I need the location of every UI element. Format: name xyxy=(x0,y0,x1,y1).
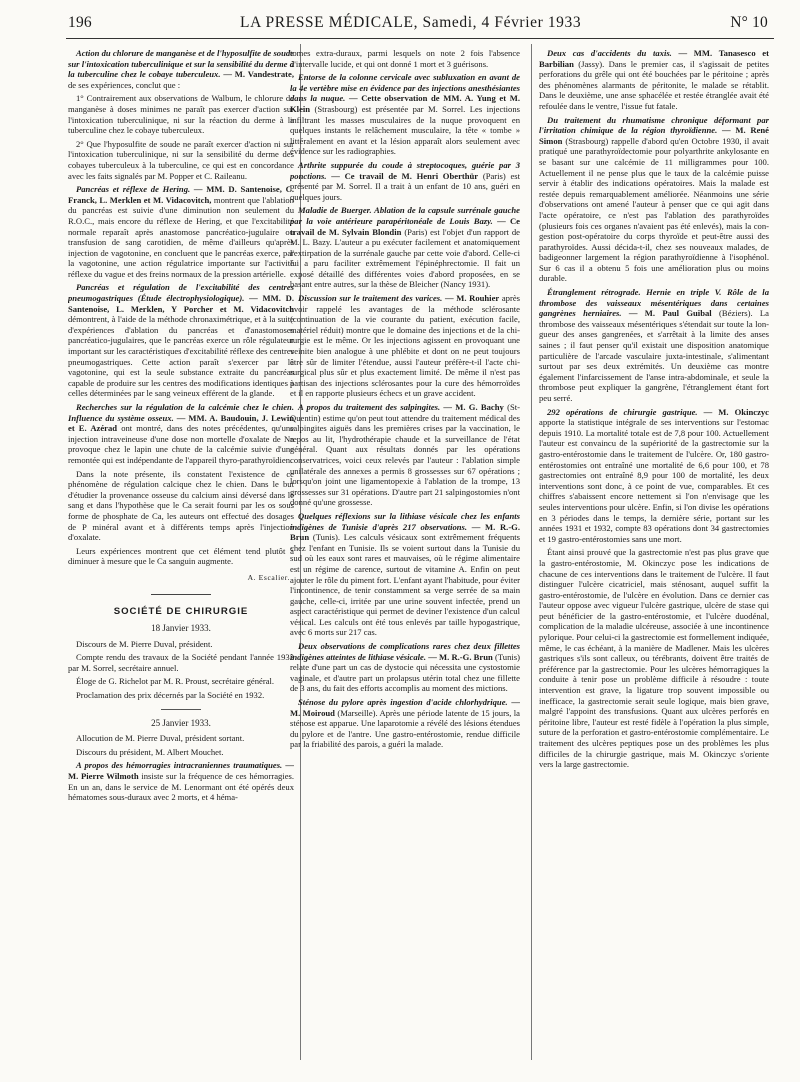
article xyxy=(68,48,294,90)
article xyxy=(290,697,520,750)
article-title: A propos des hémorragies intracraniennes traumatiques. xyxy=(76,760,283,771)
article-title: Maladie de Buerger. Ablation de la capsule surrénale gauche par la voie antérieure parapéritonéale de Louis Bazy. xyxy=(290,205,520,226)
paragraph: Dans la note présente, ils constatent l'existence de ce phénomène de régulation calcique chez le chien. Dans le but d'étudier la provenance osseuse du calcium ainsi déversé dans le sang et dans l'hypothèse que le Ca serait fourni par les os sous forme de phosphate de Ca, les auteurs ont effectué des dosages de P minéral avant et à différents temps après l'injection d'oxalate. xyxy=(68,468,294,543)
article xyxy=(290,511,520,638)
article-author: — Ce travail de M. Sylvain Blondin xyxy=(290,215,520,237)
article-author: — Ce travail de M. Henri Oberthür xyxy=(331,170,479,181)
article-author: — MM. A. Baudouin, J. Lewin et E. Azérad xyxy=(68,412,294,434)
article-body: (Strasbourg) est présentée par M. Sorrel. Les injections infiltrant les masses musculaires de la nuque provoquent en quelques instants le relâchement musculaire, la tête « tombe » littéralement en avant et la lésion apparaît alors seulement avec évidence sur les radiographies. xyxy=(290,103,520,157)
session-item: Discours de M. Pierre Duval, président. xyxy=(76,638,213,649)
journal-title xyxy=(240,14,581,32)
article-body: après avoir rappelé les avantages de la méthode sclérosante (continuation de la vie courante du patient, exécution facile, matériel réduit) montre que le domaine des injections et de la chirurgie est le même. Or les injections agissent en provoquant une veinite bien analogue à une phlébite et dont on ne peut toujours être sûr de limiter l'étendue, aussi l'auteur préfère-t-il l'acte chirurgical plus sûr et plus exactement limité. De même il n'est pas partisan des injections sclérosantes pour la cure des hémorroïdes et il en rapporte plusieurs échecs et un grave accident. xyxy=(290,293,520,399)
article-author: — M. Okinczyc xyxy=(703,406,769,417)
article-body: (Strasbourg) rappelle d'abord qu'en Octobre 1930, il avait pratiqué une parathyroïdectomie pour polyarthrite ankylosante en se basant sur une calcémie de 11 milligrammes pour 100. Actuellement il ne pense plus que le taux de la calcémie puisse servir à établir des indications opératoires. Mais la malade est restée depuis remarquablement améliorée. Néanmoins une série d'observations ont amené l'auteur à penser que ce qui agit dans l'acte opératoire, ce n'est pas l'ablation des parathyroïdes (plusieurs fois ces organes n'avaient pas été enlevés), mais la congestion post-opératoire du corps thyroïde et peut-être aussi des parathyroïdes. Aussi décida-t-il, chez ses nouveaux malades, de badigeonner largement la région parathyroïdienne à l'isophénol. Sur 6 cas il a obtenu 5 fois une amélioration plus ou moins durable. xyxy=(539,135,769,284)
paragraph: Étant ainsi prouvé que la gastrectomie n'est pas plus grave que la gastro-entérostomie, M. Okinczyc pose les indications de chacune de ces interventions dans le traitement de l'ulcère. Il faut distinguer l'ulcère cicatriciel, mais sténosant, auquel suffit la gastro-entérostomie, de l'ulcère en évolution. Dans ce dernier cas l'auteur oppose avec vigueur l'ulcère gastrique, ulcère de stase qui peut bénéficier de la gastro-entérostomie, et l'ulcère duodénal, complication de la maladie ulcéreuse, associée à une incontinence pylorique. Pour celui-ci la gastrectomie est formellement indiquée, même, le cas échéant, à la manière de Madlener. Mais les ulcères gastriques s'ils sont calleux, ou térébrants, doivent être traités de préférence par la gastrectomie. Pour les ulcères hémorragiques la conduite à tenir pose un problème difficile à résoudre : toute intervention est grave, la ligature trop souvent impossible ou inefficace, la gastrectomie serait seule logique, mais bien grave, malgré l'appoint des transfusions. Quant aux ulcères perforés en péritoine libre, l'auteur est resté fidèle à l'opération la plus simple, suture de la perforation et gastro-entérostomie complémentaire. Le traitement des ulcères peptiques pose un des problèmes les plus difficiles de la chirurgie gastrique, mais M. Okinczyc s'oriente vers la large gastrectomie. xyxy=(539,547,769,770)
column-divider xyxy=(531,44,532,1060)
session-date: 25 Janvier 1933. xyxy=(151,717,211,728)
column-left xyxy=(68,48,294,1064)
journal-title-text: LA PRESSE MÉDICALE, Samedi, 4 Février 1933 xyxy=(240,14,582,31)
session-item: Proclamation des prix décernés par la Société en 1932. xyxy=(76,690,265,701)
article-body: de ses expériences, conclut que : xyxy=(68,79,181,90)
article xyxy=(290,293,520,399)
article-author: — Cette observation de MM. A. Yung et M. Klein xyxy=(290,93,520,114)
article-title: Sténose du pylore après ingestion d'acide chlorhydrique. xyxy=(298,697,508,708)
page-number: 196 xyxy=(68,14,92,31)
article-author: — M. R.-G. Brun xyxy=(290,521,520,543)
article xyxy=(68,402,294,466)
session-date: 18 Janvier 1933. xyxy=(151,623,211,634)
article xyxy=(539,48,769,112)
article-author: — MM. D. Santenoise, L. Merklen, Y Porcher et M. Vidacovitch xyxy=(68,293,294,314)
article-title: Entorse de la colonne cervicale avec subluxation en avant de la 4e vertèbre mise en évidence par des injections anesthésiantes dans la nuque. xyxy=(290,72,520,104)
article-title: Arthrite suppurée du coude à streptocoques, guérie par 3 ponctions. xyxy=(290,159,520,181)
article-title: Deux cas d'accidents du taxis. xyxy=(547,48,672,58)
article-author: — M. Vandestrate, xyxy=(223,69,294,80)
article-title: Du traitement du rhumatisme chronique déformant par l'irritation chimique de la région thyroïdienne. xyxy=(539,114,769,136)
running-header xyxy=(68,14,770,40)
section-separator xyxy=(151,594,211,595)
article-title: Étranglement rétrograde. Hernie en triple V. Rôle de la thrombose des vaisseaux mésentériques dans certaines gangrènes herniaires. xyxy=(539,287,769,319)
article-author: — MM. Tanasesco et Barbilian xyxy=(539,48,769,69)
article xyxy=(68,282,294,399)
article-body: montrent que l'ablation du pancréas est suivie d'une diminution non seulement du R.O.C., mais encore du réflexe de Hering, et que l'excitabilité normale reparaît après anastomose pancréatico-jugulaire ou transfusion de sang carotidien, de même d'ailleurs qu'après injection de vagotonine, en concluent que le pancréas exerce, par la vagotonine, une action régulatrice importante sur l'activité réflexe du vague et des freins normaux de la pression artérielle. xyxy=(68,194,294,279)
column-middle xyxy=(290,48,520,1064)
article-title: 292 opérations de chirurgie gastrique. xyxy=(547,406,698,417)
session-item: Éloge de G. Richelot par M. R. Proust, secrétaire général. xyxy=(76,676,275,687)
paragraph: 1° Contrairement aux observations de Walbum, le chlorure de manganèse à doses minimes ne paraît pas exercer d'action sur l'intoxication tuberculinique, ni sur la réaction du derme à la tuberculine chez le cobaye tuberculeux. xyxy=(68,93,294,136)
article-author: — M. Pierre Wilmoth xyxy=(68,760,294,782)
article-body: (Jassy). Dans le premier cas, il s'agissait de petites perforations du grêle qui ont été bouchées par le péritoine ; après des phénomènes alarmants de péritonite, le malade se rétablit. Dans le deuxième, une anse sphacélée et restée étranglée avait été refoulée dans le ventre, l'issue fut fatale. xyxy=(539,58,769,111)
article-author: — M. Paul Guibal xyxy=(628,308,712,319)
article-title: Pancréas et réflexe de Hering. xyxy=(76,184,191,195)
article xyxy=(539,287,769,404)
article-body: (Tunis) relate d'une part un cas de dystocie qui nécessita une cystostomie vaginale, et d'autre part un prolapsus utérin total chez une fillette de 3 ans, du fait des efforts accomplis au moment des mictions. xyxy=(290,651,520,694)
paragraph: tomes extra-duraux, parmi lesquels on note 2 fois l'absence d'intervalle lucide, et qui ont donné 1 mort et 3 guérisons. xyxy=(290,48,520,69)
article xyxy=(290,72,520,157)
article-title: Discussion sur le traitement des varices. xyxy=(298,293,443,304)
article-body: (Paris) est présenté par M. Sorrel. Il a trait à un enfant de 10 ans, guéri en quelques jours. xyxy=(290,170,520,202)
society-heading: SOCIÉTÉ DE CHIRURGIE xyxy=(113,605,249,617)
article xyxy=(290,205,520,290)
article-title: Action du chlorure de manganèse et de l'hyposulfite de soude sur l'intoxication tuberculinique et sur la sensibilité du derme à la tuberculine chez le cobaye tuberculeux. xyxy=(68,48,294,80)
article-title: Quelques réflexions sur la lithiase vésicale chez les enfants indigènes de Tunisie d'après 217 observations. xyxy=(290,510,520,532)
article-author: — M. R.-G. Brun xyxy=(428,651,493,662)
article-body: insiste sur la fréquence de ces hémorragies. En un an, dans le service de M. Lenormant ont été opérés deux hématomes sous-duraux avec 2 morts, et 4 héma- xyxy=(68,771,294,803)
article-body: apporte la statistique intégrale de ses interventions sur l'estomac depuis 1910. La mortalité totale est de 7,8 pour 100. Actuellement l'auteur est convaincu de la supériorité de la gastrectomie sur la gastro-entérostomie dans le traitement de l'ulcère. Or, 180 gastro-entérostomies ont entraîné une mortalité de 6,6 pour 100, et 78 gastrectomies ont entraîné 8,9 pour 100 de mortalité, les deux interventions sont donc, à ce point de vue, comparables. Et ces chiffres s'abaissent encore nettement si l'on n'envisage que les seules interventions pour ulcère. Enfin, si l'on divise les opérations en 3 périodes dans le temps, la dernière série, portant sur les années 1931 et 1932, compte 83 opérations dont 34 gastrectomies et 19 gastro-entérostomies sans une mort. xyxy=(539,417,769,544)
column-right xyxy=(539,48,769,1064)
article-title: Recherches sur la régulation de la calcémie chez le chien. Influence du système osseux. xyxy=(68,402,294,423)
article xyxy=(290,402,520,508)
article-title: A propos du traitement des salpingites. xyxy=(298,402,441,412)
article-author: — M. Rouhier xyxy=(444,293,500,304)
article xyxy=(68,184,294,279)
article xyxy=(539,115,769,285)
article xyxy=(68,760,294,802)
article xyxy=(290,641,520,694)
article-title: Deux observations de complications rares chez deux fillettes indigènes atteintes de lithiase vésicale. xyxy=(290,641,520,662)
article-body: (Paris) est l'objet d'un rapport de M. L. Bazy. L'auteur a pu exécuter facilement et anatomiquement l'extirpation de la surrénale gauche par cette voie d'abord. Celle-ci lui a paru faciliter extrêmement l'épinéphrectomie. Il fait un exposé détaillé des différentes voies d'abord proposées, en se basant entre autres, sur la thèse de Bleicher (Nancy 1931). xyxy=(290,226,520,290)
article-title: Pancréas et régulation de l'excitabilité des centres pneumogastriques (Étude électrophysiologique). xyxy=(68,282,294,304)
article xyxy=(539,407,769,545)
article-author: — M. Moiroud xyxy=(290,697,520,718)
session-item: Discours du président, M. Albert Mouchet. xyxy=(76,746,224,757)
article-body: (Tunis). Les calculs vésicaux sont extrêmement fréquents chez l'enfant en Tunisie. Ils se voient surtout dans la Tunisie du sud où les eaux sont rares et mauvaises, où le régime alimentaire est un régime de carence, surtout de vitamine A. Enfin on peut ajouter le rôle du piment fort. L'enfant ayant l'habitude, pour éviter l'incontinence, de tenir constamment sa verge serrée de sa main gauche, celle-ci, irritée par une urine souvent infectée, prend un aspect caractéristique qui permet de deviner l'existence d'un calcul vésical. Les calculs ont été tous enlevés par taille hypogastrique, avec 6 morts sur 217 cas. xyxy=(290,532,520,638)
session-item: Compte rendu des travaux de la Société pendant l'année 1932 par M. Sorrel, secrétaire annuel. xyxy=(68,652,294,673)
article-body: (St-Quentin) estime qu'on peut tout attendre du traitement médical des salpingites aiguës dans les premières crises par la vaccination, le repos au lit, l'hydrothérapie chaude et la surveillance de l'état général. Quant aux résultats donnés par les opérations conservatrices, voici ceux relevés par l'auteur : l'ablation simple unilatérale des annexes a permis 8 grossesses sur 67 opérations ; lorsqu'on joint une ligamentopexie à l'ablation de la trompe, 13 grossesses sur 31 opérations. D'autre part 21 salpingostomies n'ont donné qu'une grossesse. xyxy=(290,402,520,508)
article-body: ont montré, dans des notes précédentes, qu'une injection intraveineuse d'une dose non mortelle d'oxalate de Na provoque chez le lapin une chute de la calcémie suivie d'une remontée qui est indépendante de l'appareil thyro-parathyroïdien. xyxy=(68,423,294,465)
date-separator xyxy=(161,709,201,710)
article-body: (Béziers). La thrombose des vaisseaux mésentériques s'étendait sur toute la longueur des anses gangrenées, et s'arrêtait à la limite des anses saines ; il faut penser qu'il existait une disposition anatomique particulière de l'arcade vasculaire juxta-intestinale, s'alimentant surtout par ses deux extrémités. Un deuxième cas montre également l'infarcissement de l'anse intra-abdominale, et seule la thrombose peut expliquer la gangrène, l'étranglement étant fort peu serré. xyxy=(539,308,769,403)
article-author: — M. René Simon xyxy=(539,125,769,146)
header-rule xyxy=(66,38,774,39)
issue-number: N° 10 xyxy=(730,14,768,31)
paragraph: 2° Que l'hyposulfite de soude ne paraît exercer d'action ni sur l'intoxication tuberculinique, ni sur la sensibilité du derme des cobayes tuberculeux à la tuberculine, ce qui est en concordance avec les faits signalés par M. Popper et C. Raileanu. xyxy=(68,138,294,181)
article-body: démontrent, à l'aide de la méthode chronaximétrique, et à la suite d'expériences d'ablation du pancréas et d'anastomoses pancréatico-jugulaires, que le pancréas exerce un rôle régulateur important sur les caractéristiques d'excitabilité réflexe des centres pneumogastriques. Cette action paraît s'exercer par la vagotonine, qui est la seule substance extraite du pancréas capable de produire sur les centres des modifications identiques à celles déterminées par le sang veineux efférent de la glande. xyxy=(68,314,294,399)
paragraph: Leurs expériences montrent que cet élément tend plutôt à diminuer à mesure que le Ca sanguin augmente. xyxy=(68,545,294,567)
article-body: (Marseille). Après une période latente de 15 jours, la sténose est apparue. Une laparotomie a révélé des lésions étendues du pylore et de l'antre. Une gastro-entérostomie, rendue difficile par la friabilité des parois, a guéri la malade. xyxy=(290,707,520,750)
article xyxy=(290,160,520,202)
article-author: — MM. D. Santenoise, C. Franck, L. Merklen et M. Vidacovitch, xyxy=(68,184,294,205)
section-signature: A. Escalier. xyxy=(247,572,290,582)
session-item: Allocution de M. Pierre Duval, président sortant. xyxy=(76,733,245,744)
article-author: — M. G. Bachy xyxy=(443,402,504,412)
